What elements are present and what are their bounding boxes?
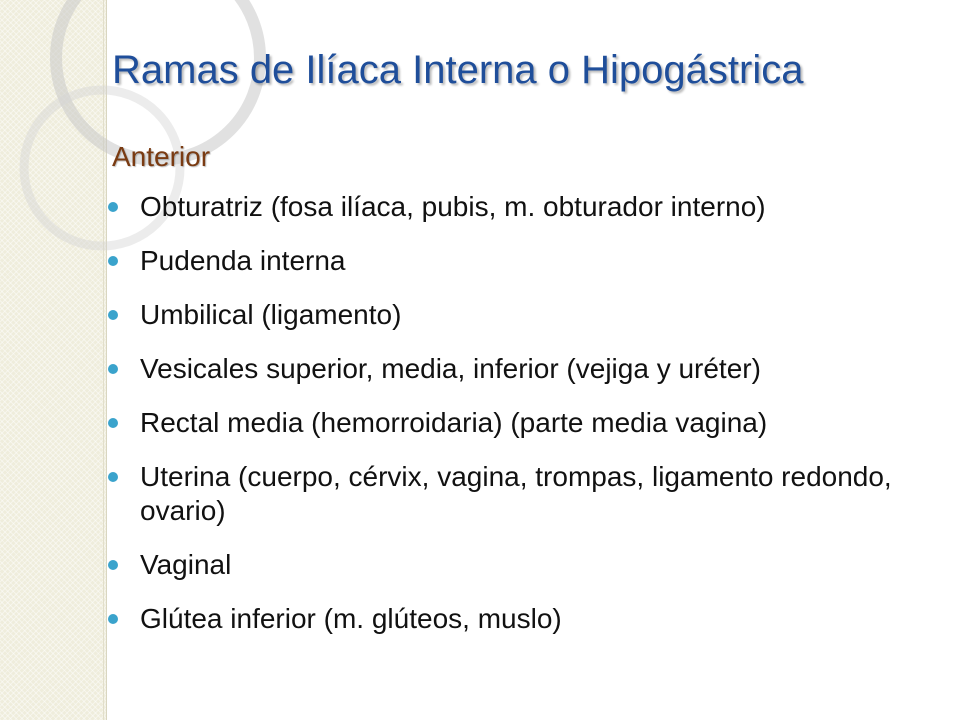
bullet-icon bbox=[108, 202, 118, 212]
bullet-icon bbox=[108, 256, 118, 266]
list-item-text: Umbilical (ligamento) bbox=[140, 299, 402, 330]
bullet-icon bbox=[108, 472, 118, 482]
list-item bbox=[140, 548, 930, 582]
list-item-text: Vesicales superior, media, inferior (vejiga y uréter) bbox=[140, 353, 761, 384]
list-item bbox=[140, 190, 930, 224]
list-item bbox=[140, 460, 930, 528]
list-item bbox=[140, 244, 930, 278]
bullet-icon bbox=[108, 560, 118, 570]
list-item bbox=[140, 406, 930, 440]
bullet-icon bbox=[108, 418, 118, 428]
list-item bbox=[140, 352, 930, 386]
slide-title: Ramas de Ilíaca Interna o Hipogástrica bbox=[112, 48, 804, 92]
list-item-text: Pudenda interna bbox=[140, 245, 346, 276]
list-item-text: Vaginal bbox=[140, 549, 232, 580]
artery-branch-list bbox=[140, 190, 930, 656]
section-heading: Anterior bbox=[112, 141, 211, 172]
list-item-text: Uterina (cuerpo, cérvix, vagina, trompas, ligamento redondo, ovario) bbox=[140, 461, 892, 526]
list-item-text: Obturatriz (fosa ilíaca, pubis, m. obturador interno) bbox=[140, 191, 766, 222]
list-item-text: Glútea inferior (m. glúteos, muslo) bbox=[140, 603, 562, 634]
list-item-text: Rectal media (hemorroidaria) (parte media vagina) bbox=[140, 407, 768, 438]
list-item bbox=[140, 298, 930, 332]
list-item bbox=[140, 602, 930, 636]
bullet-icon bbox=[108, 614, 118, 624]
bullet-icon bbox=[108, 310, 118, 320]
bullet-icon bbox=[108, 364, 118, 374]
